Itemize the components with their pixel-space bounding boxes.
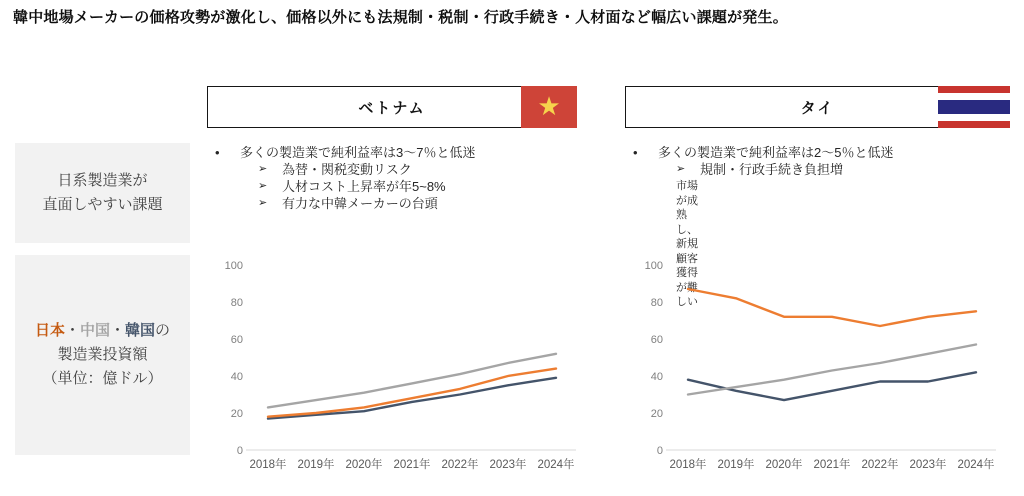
thailand-header-box (625, 86, 1010, 128)
thai-flag-white-stripe (938, 114, 1010, 121)
svg-text:2021年: 2021年 (393, 459, 431, 471)
svg-text:60: 60 (650, 334, 663, 346)
vietnam-flag-icon (521, 86, 577, 128)
svg-text:20: 20 (650, 408, 663, 420)
arrow-bullet-icon: ➢ (258, 197, 268, 210)
svg-text:100: 100 (644, 260, 663, 272)
row-label-investment-line1 (35, 319, 170, 343)
svg-text:0: 0 (656, 445, 663, 457)
thai-flag-red-stripe (938, 121, 1010, 128)
svg-text:0: 0 (236, 445, 243, 457)
thai-flag-blue-stripe (938, 100, 1010, 114)
vietnam-sub-bullet-text: 人材コスト上昇率が年5~8% (282, 179, 446, 195)
vietnam-header-label: ベトナム (358, 99, 426, 117)
vietnam-header-box (207, 86, 577, 128)
svg-text:2022年: 2022年 (441, 459, 479, 471)
svg-text:60: 60 (230, 334, 243, 346)
list-item (212, 161, 616, 178)
list-item (630, 144, 1022, 161)
thailand-main-bullet-text: 多くの製造業で純利益率は2〜5％と低迷 (658, 145, 894, 160)
svg-text:80: 80 (650, 297, 663, 309)
vietnam-sub-bullet-text: 為替・関税変動リスク (282, 162, 412, 178)
arrow-bullet-icon: ➢ (258, 163, 268, 176)
row-label-investment (15, 255, 190, 455)
svg-text:20: 20 (230, 408, 243, 420)
svg-text:2022年: 2022年 (861, 459, 899, 471)
vietnam-investment-chart (210, 258, 620, 493)
thailand-investment-chart-svg (630, 258, 1024, 488)
svg-text:2019年: 2019年 (297, 459, 335, 471)
svg-text:2018年: 2018年 (249, 459, 287, 471)
vietnam-flag-star-icon: ★ (537, 91, 561, 121)
svg-text:40: 40 (650, 371, 663, 383)
svg-text:2023年: 2023年 (489, 459, 527, 471)
japan-legend-word: 日本 (34, 322, 65, 339)
vietnam-investment-chart-svg (210, 258, 620, 488)
separator-dot: ・ (110, 322, 126, 339)
vietnam-issues-list (212, 144, 616, 213)
list-item (212, 178, 616, 195)
svg-text:40: 40 (230, 371, 243, 383)
list-item (212, 144, 616, 161)
korea-legend-word: 韓国 (125, 322, 156, 339)
bullet-icon: • (215, 145, 220, 160)
vietnam-sub-bullet-text: 有力な中韓メーカーの台頭 (282, 196, 438, 212)
list-item (212, 195, 616, 212)
row-label-investment-line3: （単位：億ドル） (42, 370, 163, 387)
arrow-bullet-icon: 市場が成熟し、新規顧客獲得が難しい (676, 180, 698, 309)
svg-text:2020年: 2020年 (765, 459, 803, 471)
page-title: 韓中地場メーカーの価格攻勢が激化し、価格以外にも法規制・税制・行政手続き・人材面など幅広い課題が発生。 (13, 9, 788, 26)
svg-text:2021年: 2021年 (813, 459, 851, 471)
thai-flag-red-stripe (938, 86, 1010, 93)
svg-text:2023年: 2023年 (909, 459, 947, 471)
svg-text:100: 100 (224, 260, 243, 272)
thai-flag-white-stripe (938, 93, 1010, 100)
arrow-bullet-icon: ➢ (258, 180, 268, 193)
vietnam-main-bullet-text: 多くの製造業で純利益率は3〜7％と低迷 (240, 145, 476, 160)
svg-text:80: 80 (230, 297, 243, 309)
svg-text:2024年: 2024年 (537, 459, 575, 471)
bullet-icon: • (633, 145, 638, 160)
svg-text:2019年: 2019年 (717, 459, 755, 471)
row-label-issues-line2: 直面しやすい課題 (42, 196, 163, 213)
separator-dot: ・ (64, 322, 80, 339)
thailand-flag-icon (938, 86, 1010, 128)
legend-suffix: の (155, 322, 171, 339)
row-label-issues (15, 143, 190, 243)
svg-text:2018年: 2018年 (669, 459, 707, 471)
svg-text:2024年: 2024年 (957, 459, 995, 471)
svg-text:2020年: 2020年 (345, 459, 383, 471)
thailand-sub-bullet-text: 規制・行政手続き負担増 (700, 162, 844, 178)
arrow-bullet-icon: ➢ (676, 163, 686, 176)
china-legend-word: 中国 (79, 322, 110, 339)
thailand-header-label: タイ (800, 99, 835, 117)
row-label-investment-line2: 製造業投資額 (57, 346, 148, 363)
list-item (630, 161, 1022, 178)
row-label-issues-line1: 日系製造業が (57, 172, 148, 189)
thailand-investment-chart (630, 258, 1024, 493)
